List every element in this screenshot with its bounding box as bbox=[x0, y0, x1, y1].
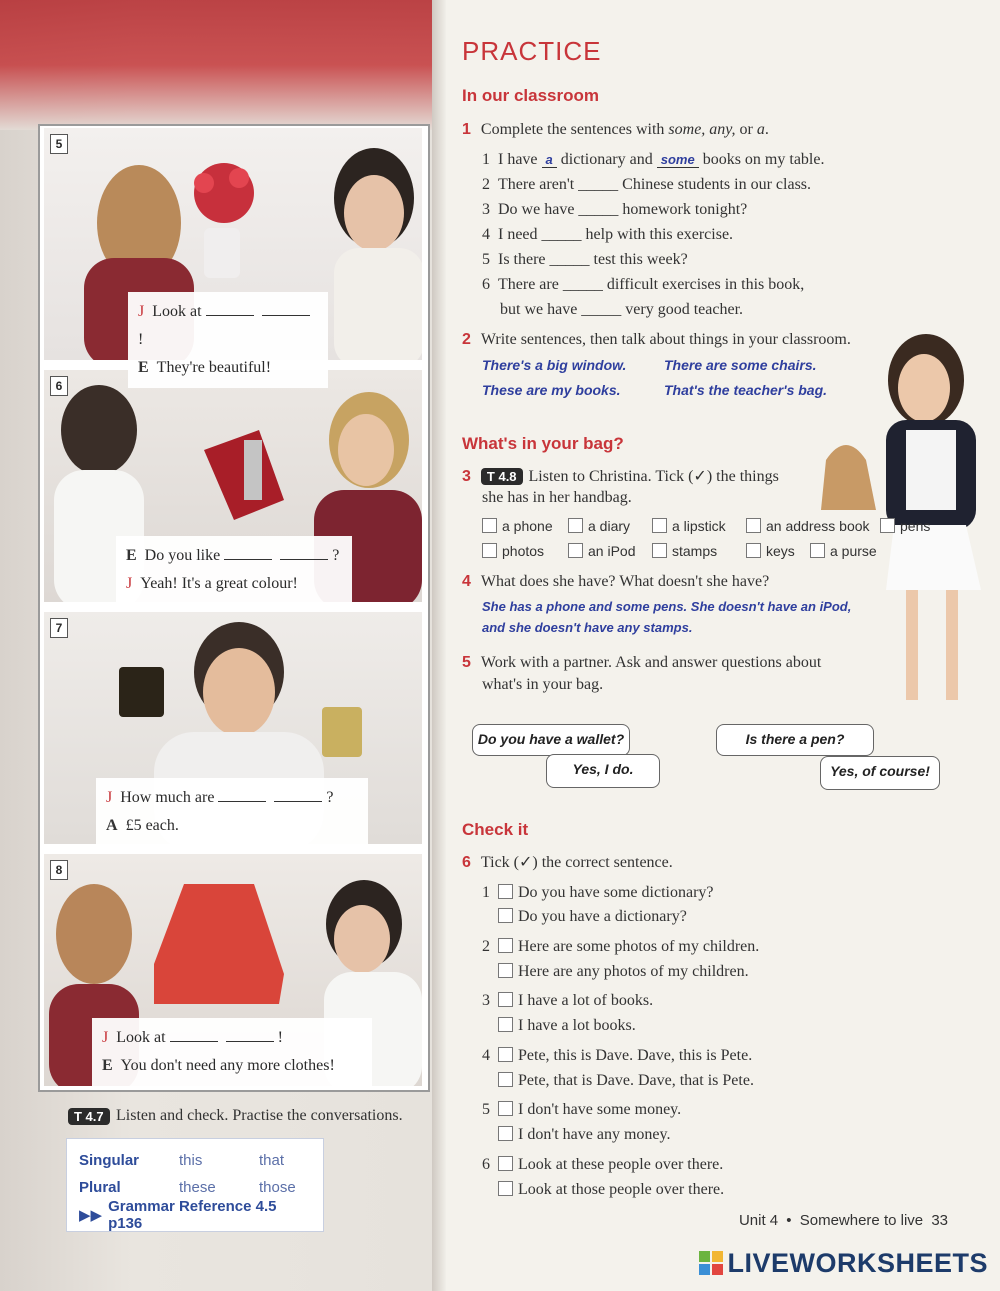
checkbox[interactable] bbox=[498, 992, 513, 1007]
grammar-box bbox=[66, 1138, 324, 1232]
checkbox[interactable] bbox=[498, 1181, 513, 1196]
exercise-6-item-2b[interactable]: Here are any photos of my children. bbox=[498, 962, 749, 982]
exercise-6-item-1b[interactable]: Do you have a dictionary? bbox=[498, 907, 687, 927]
singular-this: this bbox=[179, 1152, 203, 1169]
checkbox-a-diary[interactable]: a diary bbox=[568, 518, 630, 534]
dialogue-box-7 bbox=[96, 778, 368, 846]
example-sentence: These are my books. bbox=[482, 382, 621, 398]
exercise-6-item-3a[interactable]: 3 I have a lot of books. bbox=[482, 992, 654, 1009]
example-sentence: There's a big window. bbox=[482, 357, 627, 373]
exercise-6-item-5b[interactable]: I don't have any money. bbox=[498, 1125, 670, 1145]
panel-number: 6 bbox=[50, 376, 68, 396]
checkbox-a-purse[interactable]: a purse bbox=[810, 543, 877, 559]
checkbox-keys[interactable]: keys bbox=[746, 543, 795, 559]
liveworksheets-logo: LIVEWORKSHEETS bbox=[699, 1248, 988, 1279]
checkbox[interactable] bbox=[498, 1126, 513, 1141]
line-end: ? bbox=[332, 547, 340, 564]
checkbox[interactable] bbox=[498, 908, 513, 923]
exercise-5-instruction-cont: what's in your bag. bbox=[482, 676, 604, 693]
panel-number: 8 bbox=[50, 860, 68, 880]
answer-blank[interactable] bbox=[224, 546, 272, 560]
checkbox[interactable] bbox=[482, 543, 497, 558]
plural-label: Plural bbox=[79, 1179, 121, 1196]
speech-bubble-answer: Yes, I do. bbox=[546, 754, 660, 788]
checkbox[interactable] bbox=[498, 1101, 513, 1116]
checkbox-a-phone[interactable]: a phone bbox=[482, 518, 553, 534]
exercise-3-instruction: 3 T 4.8 Listen to Christina. Tick (✓) the things bbox=[462, 468, 779, 485]
dialogue-line: You don't need any more clothes! bbox=[120, 1057, 335, 1074]
checkbox[interactable] bbox=[880, 518, 895, 533]
dialogue-box-5 bbox=[128, 292, 328, 388]
line-end: ! bbox=[138, 331, 144, 348]
checkbox-an-address-book[interactable]: an address book bbox=[746, 518, 870, 534]
exercise-4-instruction: 4 What does she have? What doesn't she have? bbox=[462, 573, 770, 590]
speaker-j: J bbox=[102, 1029, 109, 1046]
liveworksheets-icon bbox=[699, 1251, 723, 1275]
exercise-1-item-5[interactable]: 5 Is there _____ test this week? bbox=[482, 251, 688, 268]
exercise-1-item-2[interactable]: 2 There aren't _____ Chinese students in our class. bbox=[482, 176, 812, 193]
answer-blank[interactable] bbox=[218, 788, 266, 802]
singular-that: that bbox=[259, 1152, 285, 1169]
exercise-6-item-6b[interactable]: Look at those people over there. bbox=[498, 1180, 724, 1200]
exercise-1-item-6[interactable]: 6 There are _____ difficult exercises in this book, bbox=[482, 276, 805, 293]
speech-bubble-question: Do you have a wallet? bbox=[472, 724, 630, 756]
exercise-1-item-4[interactable]: 4 I need _____ help with this exercise. bbox=[482, 226, 734, 243]
answer-blank[interactable] bbox=[226, 1028, 274, 1042]
dialogue-line: They're beautiful! bbox=[156, 359, 272, 376]
page-gutter bbox=[432, 0, 446, 1291]
checkbox[interactable] bbox=[746, 518, 761, 533]
checkbox[interactable] bbox=[498, 884, 513, 899]
exercise-6-item-1a[interactable]: 1 Do you have some dictionary? bbox=[482, 884, 714, 901]
plural-those: those bbox=[259, 1179, 296, 1196]
exercise-1-item-3[interactable]: 3 Do we have _____ homework tonight? bbox=[482, 201, 748, 218]
exercise-6-item-4b[interactable]: Pete, that is Dave. Dave, that is Pete. bbox=[498, 1071, 754, 1091]
example-sentence: That's the teacher's bag. bbox=[664, 382, 828, 398]
listen-instruction: Listen and check. Practise the conversations. bbox=[116, 1107, 403, 1124]
exercise-6-item-2a[interactable]: 2 Here are some photos of my children. bbox=[482, 938, 760, 955]
panel-number: 5 bbox=[50, 134, 68, 154]
exercise-4-answer: and she doesn't have any stamps. bbox=[482, 620, 693, 635]
right-page bbox=[446, 0, 1000, 1291]
checkbox[interactable] bbox=[498, 938, 513, 953]
exercise-2-instruction: 2 Write sentences, then talk about things in your classroom. bbox=[462, 331, 851, 348]
section-heading-check: Check it bbox=[462, 820, 529, 839]
speech-bubble-question: Is there a pen? bbox=[716, 724, 874, 756]
exercise-1-item-1: 1 I have a dictionary and some books on my table. bbox=[482, 151, 825, 168]
speech-bubble-answer: Yes, of course! bbox=[820, 756, 940, 790]
checkbox-stamps[interactable]: stamps bbox=[652, 543, 717, 559]
answer-blank[interactable] bbox=[206, 302, 254, 316]
line-end: ? bbox=[326, 789, 334, 806]
exercise-number: 1 bbox=[462, 121, 471, 138]
forward-arrows-icon: ▶▶ bbox=[79, 1206, 103, 1224]
dialogue-line: £5 each. bbox=[125, 817, 179, 834]
dialogue-box-6 bbox=[116, 536, 352, 604]
checkbox[interactable] bbox=[498, 1017, 513, 1032]
checkbox[interactable] bbox=[498, 963, 513, 978]
plural-these: these bbox=[179, 1179, 216, 1196]
panel-number: 7 bbox=[50, 618, 68, 638]
audio-track-badge[interactable]: T 4.7 bbox=[68, 1108, 110, 1125]
exercise-6-instruction: 6 Tick (✓) the correct sentence. bbox=[462, 854, 673, 871]
exercise-1-instruction: 1 Complete the sentences with some, any, or a. bbox=[462, 121, 769, 138]
example-sentence: There are some chairs. bbox=[664, 357, 817, 373]
answer-filled[interactable]: some bbox=[657, 152, 699, 168]
page-footer: Unit 4 • Somewhere to live 33 bbox=[738, 1212, 948, 1229]
checkbox[interactable] bbox=[652, 543, 667, 558]
answer-blank[interactable] bbox=[274, 788, 322, 802]
audio-track-badge[interactable]: T 4.8 bbox=[481, 468, 523, 485]
checkbox[interactable] bbox=[498, 1072, 513, 1087]
checkbox[interactable] bbox=[568, 543, 583, 558]
speaker-e: E bbox=[102, 1057, 113, 1074]
answer-blank[interactable] bbox=[170, 1028, 218, 1042]
exercise-5-instruction: 5 Work with a partner. Ask and answer questions about bbox=[462, 654, 822, 671]
answer-blank[interactable] bbox=[262, 302, 310, 316]
exercise-3-instruction-cont: she has in her handbag. bbox=[482, 489, 632, 506]
checkbox-a-lipstick[interactable]: a lipstick bbox=[652, 518, 726, 534]
checkbox[interactable] bbox=[568, 518, 583, 533]
speaker-e: E bbox=[138, 359, 149, 376]
dialogue-line: Look at bbox=[152, 303, 202, 320]
dialogue-box-8 bbox=[92, 1018, 372, 1086]
dialogue-line: Yeah! It's a great colour! bbox=[140, 575, 298, 592]
page-title: PRACTICE bbox=[462, 36, 602, 66]
speaker-j: J bbox=[138, 303, 145, 320]
grammar-reference-link[interactable]: Grammar Reference 4.5 p136 bbox=[108, 1197, 277, 1232]
checkbox[interactable] bbox=[810, 543, 825, 558]
checkbox-an-ipod[interactable]: an iPod bbox=[568, 543, 635, 559]
exercise-6-item-6a[interactable]: 6 Look at these people over there. bbox=[482, 1156, 724, 1173]
speaker-j: J bbox=[126, 575, 133, 592]
checkbox[interactable] bbox=[482, 518, 497, 533]
speaker-e: E bbox=[126, 547, 137, 564]
dialogue-line: Do you like bbox=[144, 547, 221, 564]
exercise-1-item-6-cont[interactable]: but we have _____ very good teacher. bbox=[500, 301, 744, 318]
answer-blank[interactable] bbox=[280, 546, 328, 560]
speaker-a: A bbox=[106, 817, 118, 834]
exercise-6-item-5a[interactable]: 5 I don't have some money. bbox=[482, 1101, 682, 1118]
checkbox-pens[interactable]: pens bbox=[880, 518, 930, 534]
dialogue-line: How much are bbox=[120, 789, 215, 806]
checkbox[interactable] bbox=[498, 1047, 513, 1062]
exercise-6-item-4a[interactable]: 4 Pete, this is Dave. Dave, this is Pete. bbox=[482, 1047, 753, 1064]
checkbox[interactable] bbox=[746, 543, 761, 558]
checkbox-photos[interactable]: photos bbox=[482, 543, 544, 559]
dialogue-line: Look at bbox=[116, 1029, 166, 1046]
answer-filled[interactable]: a bbox=[542, 152, 557, 168]
line-end: ! bbox=[277, 1029, 283, 1046]
section-heading-classroom: In our classroom bbox=[462, 86, 599, 105]
checkbox[interactable] bbox=[652, 518, 667, 533]
speaker-j: J bbox=[106, 789, 113, 806]
section-heading-bag: What's in your bag? bbox=[462, 434, 624, 453]
exercise-6-item-3b[interactable]: I have a lot books. bbox=[498, 1016, 636, 1036]
singular-label: Singular bbox=[79, 1152, 140, 1169]
exercise-4-answer: She has a phone and some pens. She doesn't have an iPod, bbox=[482, 599, 852, 614]
checkbox[interactable] bbox=[498, 1156, 513, 1171]
